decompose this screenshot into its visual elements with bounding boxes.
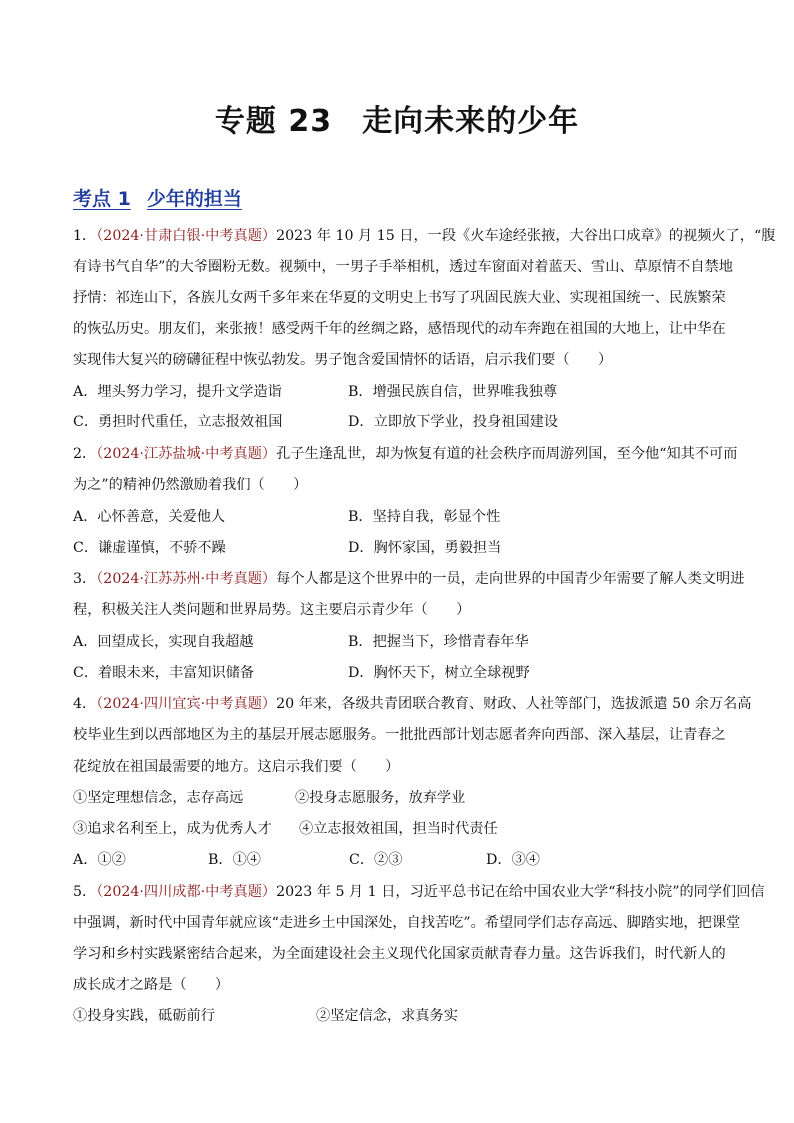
statement-4: ④立志报效祖国，担当时代责任 bbox=[299, 821, 498, 837]
section-number: 考点 1 bbox=[73, 188, 131, 210]
question-number: 2． bbox=[73, 446, 97, 462]
statement-2: ②投身志愿服务，放弃学业 bbox=[295, 790, 466, 806]
title-text: 走向未来的少年 bbox=[362, 104, 580, 139]
section-text: 少年的担当 bbox=[146, 188, 242, 210]
q1-line-5: 实现伟大复兴的磅礴征程中恢弘勃发。男子饱含爱国情怀的话语，启示我们要（ ） bbox=[73, 352, 613, 368]
option-d: D．③④ bbox=[486, 852, 540, 868]
q1-options-row-1 bbox=[73, 382, 723, 402]
option-b: B．①④ bbox=[208, 852, 261, 868]
q2-line-2: 为之”的精神仍然激励着我们（ ） bbox=[73, 477, 308, 493]
option-b: B．增强民族自信，世界唯我独尊 bbox=[348, 384, 558, 400]
option-d: D．胸怀家国，勇毅担当 bbox=[348, 540, 502, 556]
q1-line-3: 抒情：祁连山下，各族儿女两千多年来在华夏的文明史上书写了巩固民族大业、实现祖国统一、民族繁荣 bbox=[73, 290, 726, 306]
q5-line-2: 中强调，新时代中国青年就应该“走进乡土中国深处，自找苦吃”。希望同学们志存高远、脚踏实地，把课堂 bbox=[73, 915, 741, 931]
q2-options-row-2 bbox=[73, 538, 723, 558]
q5-line-1 bbox=[73, 882, 765, 902]
q4-line-2: 校毕业生到以西部地区为主的基层开展志愿服务。一批批西部计划志愿者奔向西部、深入基层，让青春之 bbox=[73, 727, 726, 743]
option-c: C．勇担时代重任，立志报效祖国 bbox=[73, 414, 283, 430]
q1-line-4: 的恢弘历史。朋友们，来张掖！感受两千年的丝绸之路，感悟现代的动车奔跑在祖国的大地上，让中华在 bbox=[73, 321, 726, 337]
option-b: B．把握当下，珍惜青春年华 bbox=[348, 634, 529, 650]
q1-options-row-2 bbox=[73, 412, 723, 432]
question-source: （2024·四川宜宾·中考真题） bbox=[96, 696, 277, 712]
q4-statements-row-2 bbox=[73, 819, 723, 839]
question-text: 2023 年 5 月 1 日，习近平总书记在给中国农业大学“科技小院”的同学们回信 bbox=[276, 884, 765, 900]
title-number: 专题 23 bbox=[214, 104, 333, 139]
q3-options-row-2 bbox=[73, 663, 723, 683]
q3-options-row-1 bbox=[73, 632, 723, 652]
q4-line-3: 花绽放在祖国最需要的地方。这启示我们要（ ） bbox=[73, 759, 400, 775]
question-source: （2024·甘肃白银·中考真题） bbox=[96, 228, 277, 244]
question-number: 3． bbox=[73, 571, 97, 587]
question-text: 每个人都是这个世界中的一员，走向世界的中国青少年需要了解人类文明进 bbox=[276, 571, 745, 587]
q4-line-1 bbox=[73, 694, 752, 714]
question-text: 2023 年 10 月 15 日，一段《火车途经张掖，大谷出口成章》的视频火了，“腹 bbox=[276, 228, 776, 244]
option-d: D．立即放下学业，投身祖国建设 bbox=[348, 414, 559, 430]
option-c: C．②③ bbox=[349, 852, 403, 868]
q4-options-row bbox=[73, 850, 723, 870]
option-d: D．胸怀天下，树立全球视野 bbox=[348, 665, 530, 681]
option-a: A．埋头努力学习，提升文学造诣 bbox=[73, 384, 282, 400]
option-b: B．坚持自我，彰显个性 bbox=[348, 509, 501, 525]
option-a: A．心怀善意，关爱他人 bbox=[73, 509, 226, 525]
q5-statements-row-1 bbox=[73, 1006, 723, 1026]
question-number: 4． bbox=[73, 696, 97, 712]
question-number: 5． bbox=[73, 884, 97, 900]
q3-line-2: 程，积极关注人类问题和世界局势。这主要启示青少年（ ） bbox=[73, 602, 471, 618]
section-heading bbox=[73, 184, 242, 211]
q3-line-1 bbox=[73, 569, 745, 589]
statement-2: ②坚定信念，求真务实 bbox=[316, 1008, 458, 1024]
q1-line-2: 有诗书气自华”的大爷圈粉无数。视频中，一男子手举相机，透过车窗面对着蓝天、雪山、草原情不自禁地 bbox=[73, 259, 733, 275]
question-source: （2024·四川成都·中考真题） bbox=[96, 884, 277, 900]
question-text: 孔子生逢乱世，却为恢复有道的社会秩序而周游列国，至今他“知其不可而 bbox=[276, 446, 738, 462]
question-source: （2024·江苏苏州·中考真题） bbox=[96, 571, 277, 587]
question-source: （2024·江苏盐城·中考真题） bbox=[96, 446, 277, 462]
option-c: C．着眼未来，丰富知识储备 bbox=[73, 665, 255, 681]
question-text: 20 年来，各级共青团联合教育、财政、人社等部门，选拔派遣 50 余万名高 bbox=[276, 696, 752, 712]
statement-1: ①投身实践，砥砺前行 bbox=[73, 1008, 215, 1024]
statement-3: ③追求名利至上，成为优秀人才 bbox=[73, 821, 272, 837]
q5-line-4: 成长成才之路是（ ） bbox=[73, 977, 230, 993]
question-number: 1． bbox=[73, 228, 97, 244]
option-a: A．回望成长，实现自我超越 bbox=[73, 634, 254, 650]
option-c: C．谦虚谨慎，不骄不躁 bbox=[73, 540, 226, 556]
option-a: A．①② bbox=[73, 852, 126, 868]
q5-line-3: 学习和乡村实践紧密结合起来，为全面建设社会主义现代化国家贡献青春力量。这告诉我们，时代新人的 bbox=[73, 946, 726, 962]
q4-statements-row-1 bbox=[73, 788, 723, 808]
q2-options-row-1 bbox=[73, 507, 723, 527]
statement-1: ①坚定理想信念，志存高远 bbox=[73, 790, 244, 806]
q1-line-1 bbox=[73, 226, 776, 246]
q2-line-1 bbox=[73, 444, 738, 464]
page-title bbox=[0, 96, 794, 140]
